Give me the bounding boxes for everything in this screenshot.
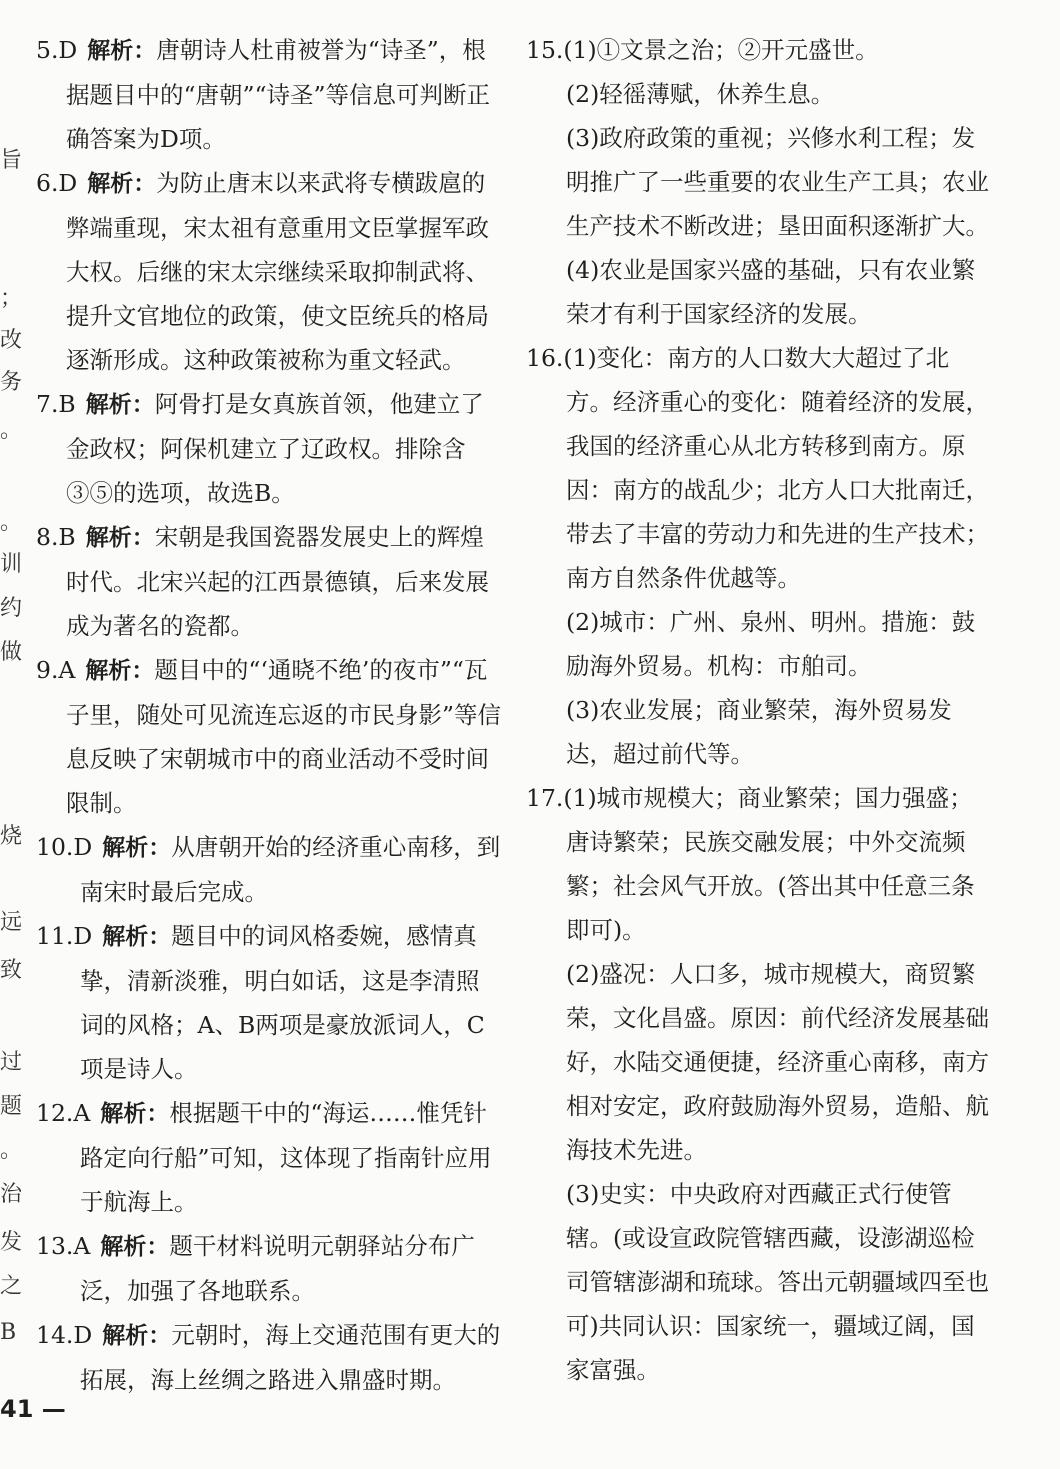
- answer-entry: [36, 648, 502, 825]
- edge-char: 之: [0, 1274, 23, 1299]
- sub-answer: [526, 776, 996, 952]
- analysis-text: 宋朝是我国瓷器发展史上的辉煌时代。北宋兴起的江西景德镇，后来发展成为著名的瓷都。: [66, 523, 489, 640]
- right-column: [526, 28, 996, 1392]
- analysis-label: 解析: [85, 392, 132, 418]
- analysis-text: 从唐朝开始的经济重心南移，到南宋时最后完成。: [80, 833, 501, 906]
- label-colon: ：: [131, 658, 155, 684]
- sub-answer: [566, 72, 996, 116]
- answer-text: [36, 648, 502, 825]
- answer-choice: D: [73, 833, 93, 861]
- answer-choice: B: [58, 523, 76, 551]
- sub-answer-text: (3)史实：中央政府对西藏正式行使管辖。(或设宣政院管辖西藏，设澎湖巡检司管辖澎湖和琉球。答出元朝疆域四至也可)共同认识：国家统一，疆域辽阔，国家富强。: [566, 1180, 989, 1384]
- answer-choice: B: [58, 390, 76, 418]
- answer-text: [36, 382, 502, 515]
- edge-char: 过: [0, 1050, 23, 1075]
- question-number: 7.: [36, 390, 59, 418]
- label-colon: ：: [131, 392, 155, 418]
- sub-answer: [526, 28, 996, 72]
- edge-char: 烧: [0, 824, 23, 849]
- question-number: 5.: [36, 36, 59, 64]
- answer-text: [36, 914, 502, 1091]
- analysis-label: 解析: [102, 835, 149, 861]
- label-colon: ：: [148, 1323, 172, 1349]
- analysis-text: 元朝时，海上交通范围有更大的拓展，海上丝绸之路进入鼎盛时期。: [80, 1321, 501, 1394]
- answer-text: [36, 28, 502, 161]
- answer-text: [36, 825, 502, 914]
- page-number: 41 —: [0, 1395, 66, 1423]
- sub-answer-text: (1)①文景之治；②开元盛世。: [563, 36, 879, 64]
- edge-char: 致: [0, 958, 23, 983]
- answer-text: [36, 1091, 502, 1224]
- edge-char: 治: [0, 1182, 23, 1207]
- answer-choice: D: [58, 169, 78, 197]
- analysis-label: 解析: [85, 525, 132, 551]
- analysis-text: 阿骨打是女真族首领，他建立了金政权；阿保机建立了辽政权。排除含③⑤的选项，故选B。: [66, 390, 484, 507]
- answer-entry: [36, 1091, 502, 1224]
- answer-entry: [36, 515, 502, 648]
- edge-char: B: [0, 1320, 17, 1345]
- edge-char: 约: [0, 596, 23, 621]
- edge-char: 题: [0, 1094, 23, 1119]
- answer-entry: [36, 914, 502, 1091]
- answer-entry: [36, 825, 502, 914]
- analysis-label: 解析: [100, 1101, 147, 1127]
- sub-answer-text: (2)盛况：人口多，城市规模大，商贸繁荣，文化昌盛。原因：前代经济发展基础好，水陆交通便捷，经济重心南移，南方相对安定，政府鼓励海外贸易，造船、航海技术先进。: [566, 960, 989, 1164]
- analysis-label: 解析: [87, 38, 134, 64]
- sub-answer-text: (3)农业发展；商业繁荣，海外贸易发达，超过前代等。: [566, 696, 952, 768]
- analysis-text: 为防止唐末以来武将专横跋扈的弊端重现，宋太祖有意重用文臣掌握军政大权。后继的宋太宗继续采取抑制武将、提升文官地位的政策，使文臣统兵的格局逐渐形成。这种政策被称为重文轻武。: [66, 169, 489, 374]
- analysis-text: 题目中的词风格委婉，感情真挚，清新淡雅，明白如话，这是李清照词的风格；A、B两项是豪放派词人，C项是诗人。: [80, 922, 485, 1083]
- answer-entry: [36, 1224, 502, 1313]
- sub-answer-text: (2)轻徭薄赋，休养生息。: [566, 80, 835, 108]
- analysis-text: 根据题干中的“海运……惟凭针路定向行船”可知，这体现了指南针应用于航海上。: [80, 1099, 492, 1216]
- question-number: 6.: [36, 169, 59, 197]
- analysis-text: 题干材料说明元朝驿站分布广泛，加强了各地联系。: [80, 1232, 475, 1305]
- answer-text: [36, 1224, 502, 1313]
- answer-entry: [36, 161, 502, 382]
- question-number: 8.: [36, 523, 59, 551]
- answer-text: [36, 161, 502, 382]
- answer-text: [36, 515, 502, 648]
- edge-char: 训: [0, 552, 23, 577]
- sub-answer: [566, 600, 996, 688]
- label-colon: ：: [146, 1234, 170, 1260]
- sub-answer-text: (4)农业是国家兴盛的基础，只有农业繁荣才有利于国家经济的发展。: [566, 256, 976, 328]
- sub-answer: [566, 688, 996, 776]
- answer-text: [36, 1313, 502, 1402]
- label-colon: ：: [133, 38, 157, 64]
- sub-answer: [526, 336, 996, 600]
- question-number: 10.: [36, 833, 74, 861]
- analysis-label: 解析: [85, 658, 132, 684]
- question-number: 14.: [36, 1321, 74, 1349]
- sub-answer: [566, 952, 996, 1172]
- analysis-text: 题目中的“‘通晓不绝’的夜市”“瓦子里，随处可见流连忘返的市民身影”等信息反映了宋朝城市中的商业活动不受时间限制。: [66, 656, 502, 817]
- edge-char: 发: [0, 1230, 23, 1255]
- answer-choice: D: [73, 1321, 93, 1349]
- question-number: 9.: [36, 656, 59, 684]
- sub-answer-text: (1)变化：南方的人口数大大超过了北方。经济重心的变化：随着经济的发展，我国的经济重心从北方转移到南方。原因：南方的战乱少；北方人口大批南迁，带去了丰富的劳动力和先进的生产技术；南方自然条件优越等。: [563, 344, 989, 592]
- edge-char: 做: [0, 640, 23, 665]
- label-colon: ：: [146, 1101, 170, 1127]
- answer-entry: [526, 28, 996, 336]
- sub-answer-text: (1)城市规模大；商业繁荣；国力强盛；唐诗繁荣；民族交融发展；中外交流频繁；社会风气开放。(答出其中任意三条即可)。: [563, 784, 975, 944]
- answer-entry: [36, 382, 502, 515]
- question-number: 12.: [36, 1099, 74, 1127]
- edge-char: 。: [0, 510, 23, 535]
- edge-char: 。: [0, 418, 23, 443]
- left-column: [36, 28, 502, 1402]
- sub-answer-text: (3)政府政策的重视；兴修水利工程；发明推广了一些重要的农业生产工具；农业生产技术不断改进；垦田面积逐渐扩大。: [566, 124, 989, 240]
- question-number: 15.: [526, 36, 564, 64]
- label-colon: ：: [148, 924, 172, 950]
- question-number: 11.: [36, 922, 74, 950]
- label-colon: ：: [148, 835, 172, 861]
- answer-choice: A: [73, 1232, 91, 1260]
- sub-answer: [566, 248, 996, 336]
- edge-char: 。: [0, 1138, 23, 1163]
- label-colon: ：: [131, 525, 155, 551]
- answer-choice: D: [73, 922, 93, 950]
- question-number: 16.: [526, 344, 564, 372]
- analysis-label: 解析: [100, 1234, 147, 1260]
- sub-answer: [566, 1172, 996, 1392]
- question-number: 17.: [526, 784, 564, 812]
- question-number: 13.: [36, 1232, 74, 1260]
- analysis-label: 解析: [102, 924, 149, 950]
- edge-char: 远: [0, 910, 23, 935]
- edge-char: 旨: [0, 148, 23, 173]
- edge-char: ；: [0, 286, 23, 311]
- edge-char: 务: [0, 370, 23, 395]
- answer-entry: [526, 336, 996, 776]
- answer-choice: A: [73, 1099, 91, 1127]
- sub-answer: [566, 116, 996, 248]
- analysis-label: 解析: [87, 171, 134, 197]
- sub-answer-text: (2)城市：广州、泉州、明州。措施：鼓励海外贸易。机构：市舶司。: [566, 608, 976, 680]
- edge-char: 改: [0, 328, 23, 353]
- analysis-text: 唐朝诗人杜甫被誉为“诗圣”，根据题目中的“唐朝”“诗圣”等信息可判断正确答案为D项。: [66, 36, 491, 153]
- answer-entry: [36, 1313, 502, 1402]
- answer-entry: [526, 776, 996, 1392]
- analysis-label: 解析: [102, 1323, 149, 1349]
- answer-choice: D: [58, 36, 78, 64]
- answer-choice: A: [58, 656, 76, 684]
- label-colon: ：: [133, 171, 157, 197]
- answer-entry: [36, 28, 502, 161]
